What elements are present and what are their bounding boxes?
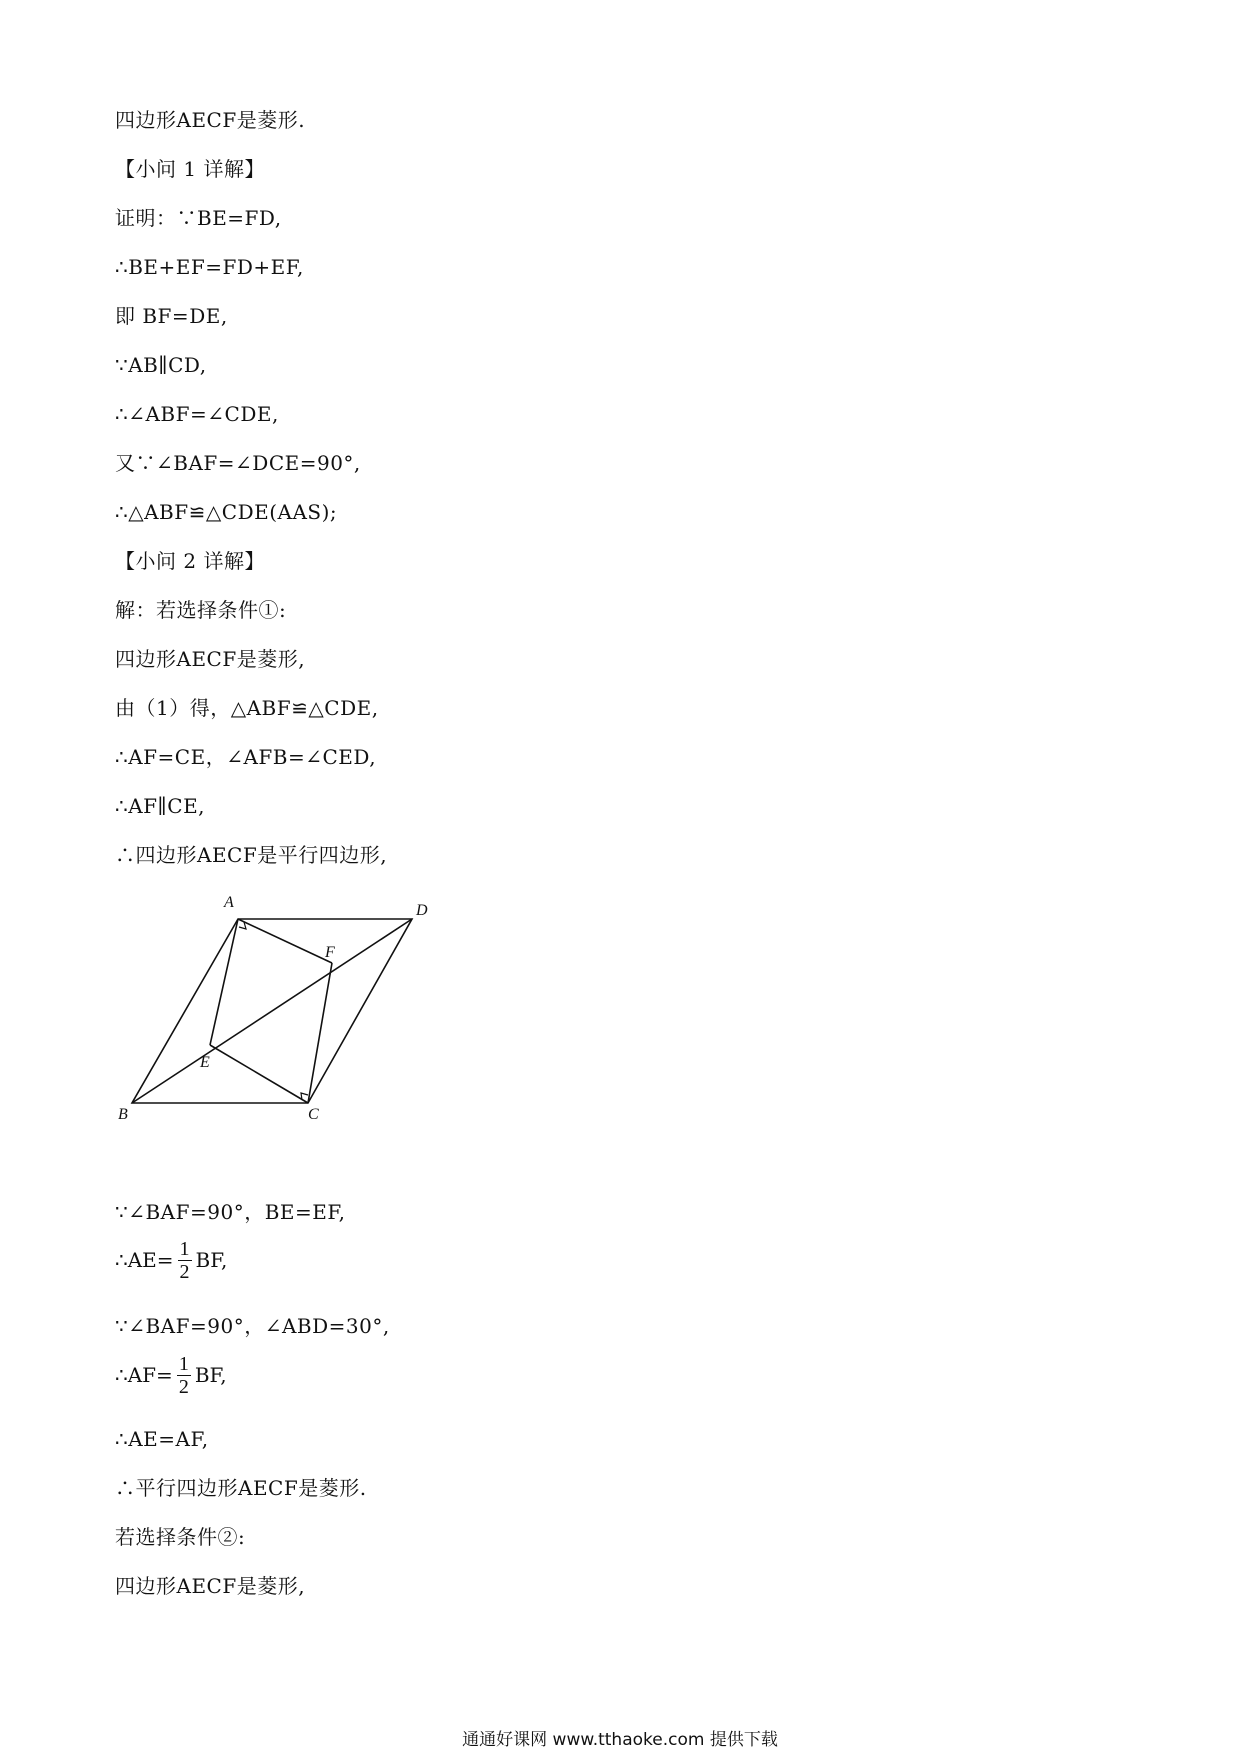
diagonal-bd — [132, 919, 412, 1103]
line-4: ∴BE+EF=FD+EF, — [115, 255, 304, 279]
parallelogram-figure — [110, 885, 450, 1125]
fraction-one-half — [178, 1238, 192, 1283]
line-20-suffix: BF, — [194, 1363, 227, 1387]
fraction-numerator: 1 — [179, 1237, 190, 1260]
label-c: C — [308, 1106, 319, 1123]
line-18-prefix: ∴AE= — [115, 1248, 174, 1272]
line-19: ∵∠BAF=90°，∠ABD=30°, — [115, 1314, 390, 1338]
line-5: 即 BF=DE, — [115, 304, 228, 328]
line-12: 四边形AECF是菱形, — [115, 647, 306, 671]
right-angle-mark-c — [301, 1093, 308, 1100]
subquestion-1-heading: 【小问 1 详解】 — [115, 157, 265, 181]
line-20-prefix: ∴AF= — [115, 1363, 173, 1387]
fraction-numerator: 1 — [178, 1352, 189, 1375]
line-22: ∴平行四边形AECF是菱形. — [115, 1476, 367, 1500]
line-1: 四边形AECF是菱形. — [115, 108, 306, 132]
label-e: E — [200, 1054, 210, 1071]
segment-af — [238, 919, 332, 963]
subquestion-2-heading: 【小问 2 详解】 — [115, 549, 265, 573]
line-11: 解：若选择条件①: — [115, 598, 287, 622]
line-16: ∴四边形AECF是平行四边形, — [115, 843, 388, 867]
line-8: 又∵∠BAF=∠DCE=90°, — [115, 451, 361, 475]
line-14: ∴AF=CE，∠AFB=∠CED, — [115, 745, 377, 769]
line-21: ∴AE=AF, — [115, 1427, 209, 1451]
label-d: D — [416, 902, 428, 919]
line-13: 由（1）得，△ABF≌△CDE, — [115, 696, 379, 720]
line-3: 证明：∵BE=FD, — [115, 206, 282, 230]
line-17: ∵∠BAF=90°，BE=EF, — [115, 1200, 346, 1224]
line-18 — [115, 1232, 227, 1288]
line-9: ∴△ABF≌△CDE(AAS); — [115, 500, 338, 524]
line-6: ∵AB∥CD, — [115, 353, 207, 377]
line-23: 若选择条件②: — [115, 1525, 246, 1549]
line-7: ∴∠ABF=∠CDE, — [115, 402, 279, 426]
segment-ce — [210, 1045, 308, 1103]
line-24: 四边形AECF是菱形, — [115, 1574, 306, 1598]
label-a: A — [224, 894, 234, 911]
segment-ae — [210, 919, 238, 1045]
fraction-one-half — [177, 1353, 191, 1398]
fraction-denominator: 2 — [178, 1375, 189, 1398]
line-15: ∴AF∥CE, — [115, 794, 206, 818]
fraction-denominator: 2 — [179, 1260, 190, 1283]
label-f: F — [325, 944, 335, 961]
label-b: B — [118, 1106, 128, 1123]
page-footer: 通通好课网 www.tthaoke.com 提供下载 — [462, 1730, 778, 1750]
line-18-suffix: BF, — [195, 1248, 228, 1272]
line-20 — [115, 1347, 227, 1403]
